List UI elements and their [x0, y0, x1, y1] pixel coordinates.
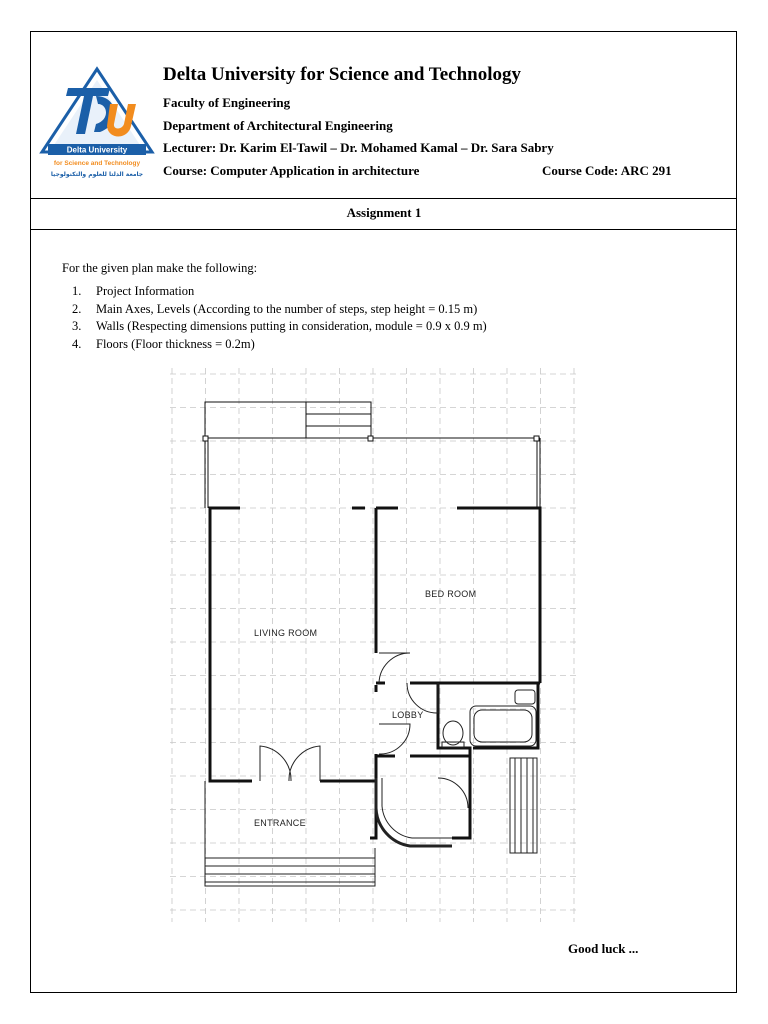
header-divider	[30, 198, 737, 199]
logo-tagline: for Science and Technology	[53, 160, 141, 167]
course-line: Course: Computer Application in architecture	[163, 163, 420, 178]
logo-badge-text: Delta University	[66, 145, 128, 155]
logo-arabic-text: جامعة الدلتا للعلوم والتكنولوجيا	[50, 171, 144, 178]
closing-text: Good luck ...	[568, 941, 639, 956]
label-lobby: LOBBY	[392, 710, 424, 720]
list-item: 2. Main Axes, Levels (According to the number of steps, step height = 0.15 m)	[72, 301, 478, 316]
course-code: Course Code: ARC 291	[542, 163, 672, 178]
assignment-title: Assignment 1	[346, 205, 422, 220]
plan-outlines	[203, 402, 540, 508]
intro-text: For the given plan make the following:	[62, 261, 258, 275]
label-entrance: ENTRANCE	[254, 818, 306, 828]
university-title: Delta University for Science and Technology	[163, 64, 522, 85]
task-list	[72, 283, 487, 353]
label-bed-room: BED ROOM	[425, 589, 477, 599]
lecturer-line: Lecturer: Dr. Karim El-Tawil – Dr. Mohamed Kamal – Dr. Sara Sabry	[163, 140, 554, 155]
list-item: 4. Floors (Floor thickness = 0.2m)	[72, 336, 255, 351]
list-item: 3. Walls (Respecting dimensions putting in consideration, module = 0.9 x 0.9 m)	[72, 319, 487, 333]
assignment-divider	[30, 229, 737, 230]
department-line: Department of Architectural Engineering	[163, 118, 393, 133]
list-item: 1. Project Information	[72, 284, 195, 298]
floor-plan	[170, 368, 576, 922]
faculty-line: Faculty of Engineering	[163, 95, 291, 110]
plan-fixtures	[205, 653, 537, 886]
university-logo	[38, 66, 156, 184]
label-living-room: LIVING ROOM	[254, 628, 318, 638]
